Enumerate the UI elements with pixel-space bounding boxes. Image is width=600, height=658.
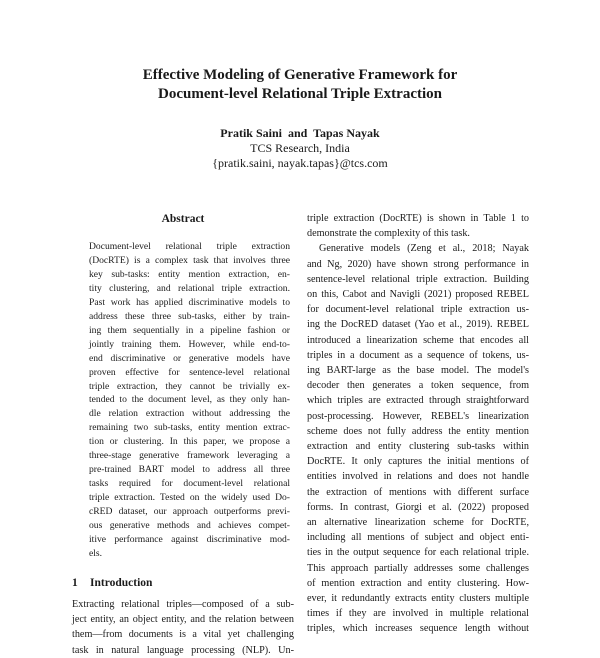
text-line: decoder then generates a token sequence, from — [307, 380, 529, 392]
author-names: Pratik Saini and Tapas Nayak — [220, 126, 380, 140]
text-line: ing the DocRED dataset (Yao et al., 2019). REBEL — [307, 319, 529, 331]
text-line: including all mentions of subject and object enti- — [307, 532, 529, 544]
introduction-heading — [72, 576, 294, 590]
text-line: post-processing. However, REBEL's linearization — [307, 410, 529, 422]
text-line: itive performance against discriminative mod- — [89, 534, 290, 546]
text-line: ing them sequentially in a pipeline fashion or — [89, 324, 290, 336]
text-line: proven effective for sentence-level relational — [89, 366, 290, 378]
text-line: which triples are extracted through straightforward — [307, 395, 529, 407]
text-line: triples in a document as a sequence of tokens, us- — [307, 349, 529, 361]
abstract-text — [72, 240, 294, 561]
text-line: end discriminative or generative models have — [89, 352, 290, 364]
text-line: triple extraction, they cannot be trivially ex- — [89, 380, 290, 392]
text-line: remaining two sub-tasks, entity mention extrac- — [89, 422, 290, 434]
text-line: the extraction of mentions with different surface — [307, 486, 529, 498]
text-line: triples, which increases sequence length without — [307, 623, 529, 635]
text-line: sentence-level relational triple extraction. Building — [307, 273, 529, 285]
right-column — [307, 211, 529, 637]
text-line: cRED dataset, our approach outperforms previ- — [89, 506, 290, 518]
text-line: them—from documents is a vital yet challenging — [72, 629, 294, 641]
text-line: Extracting relational triples—composed of a sub- — [72, 598, 294, 610]
text-line: triple extraction (DocRTE) is shown in Table 1 to — [307, 213, 529, 224]
text-line: forms. In contrast, Giorgi et al. (2022) proposed — [307, 501, 529, 513]
text-line: dle relation extraction without addressing the — [89, 408, 290, 420]
text-line: jointly training them. However, while end-to- — [89, 338, 290, 350]
text-line: ous generative methods and achieves compet- — [89, 520, 290, 532]
right-column-text — [307, 211, 529, 637]
left-column — [72, 212, 294, 658]
text-line: of mention extraction and entity clustering. How- — [307, 577, 529, 589]
abstract-heading: Abstract — [161, 213, 205, 225]
text-line: pre-trained BART model to address all three — [89, 464, 290, 476]
text-line: This approach partially addresses some challenges — [307, 562, 529, 574]
text-line: tasks required for document-level relational — [89, 478, 290, 490]
introduction-text — [72, 597, 294, 658]
text-line: times if they are involved in multiple relational — [307, 608, 529, 620]
text-line: introduced a linearization scheme that encodes all — [307, 334, 529, 346]
text-line: Generative models (Zeng et al., 2018; Nayak — [319, 243, 529, 255]
text-line: tity clustering, and relational triple extraction. — [89, 282, 290, 294]
paper-title — [0, 66, 600, 104]
section-title: Introduction — [90, 576, 153, 589]
text-line: triple extraction. Tested on the widely used Do- — [89, 492, 290, 504]
text-line: task in natural language processing (NLP). Un- — [72, 644, 294, 656]
text-line: key sub-tasks: entity mention extraction, en- — [89, 268, 290, 280]
text-line: ing BART-large as the base model. The model's — [307, 365, 529, 377]
section-number: 1 — [72, 576, 78, 589]
text-line: extraction and entity clustering sub-tasks within — [307, 441, 529, 453]
affiliation: TCS Research, India — [250, 141, 350, 155]
author-email: {pratik.saini, nayak.tapas}@tcs.com — [212, 156, 388, 170]
text-line: and Ng, 2020) have shown strong performance in — [307, 258, 529, 270]
text-line: (DocRTE) is a complex task that involves three — [89, 254, 290, 266]
text-line: els. — [89, 547, 103, 559]
text-line: an alternative linearization scheme for DocRTE, — [307, 517, 529, 529]
text-line: Document-level relational triple extraction — [89, 241, 290, 252]
text-line: three-stage generative framework leveraging a — [89, 450, 290, 462]
title-line-1: Effective Modeling of Generative Framework for — [142, 67, 458, 83]
text-line: on this, Cabot and Navigli (2021) proposed REBEL — [307, 289, 529, 301]
text-line: ject entity, an object entity, and the relation between — [72, 614, 294, 626]
text-line: demonstrate the complexity of this task. — [307, 228, 470, 240]
text-line: tion or clustering. In this paper, we propose a — [89, 436, 290, 448]
author-block — [0, 126, 600, 171]
text-line: ever, it redundantly extracts entity clusters multiple — [307, 593, 529, 605]
text-line: for document-level relational triple extraction us- — [307, 304, 529, 316]
text-line: DocRTE. It only captures the initial mentions of — [307, 456, 529, 468]
text-line: tended to the document level, as they only han- — [89, 394, 290, 406]
text-line: Past work has applied discriminative models to — [89, 296, 290, 308]
text-line: address these three sub-tasks, either by train- — [89, 310, 290, 322]
title-line-2: Document-level Relational Triple Extraction — [158, 86, 442, 102]
text-line: entities involved in relations and does not handle — [307, 471, 529, 483]
text-line: scheme does not fully address the entity mention — [307, 425, 529, 437]
text-line: ties in the output sequence for each relational triple. — [307, 547, 529, 559]
